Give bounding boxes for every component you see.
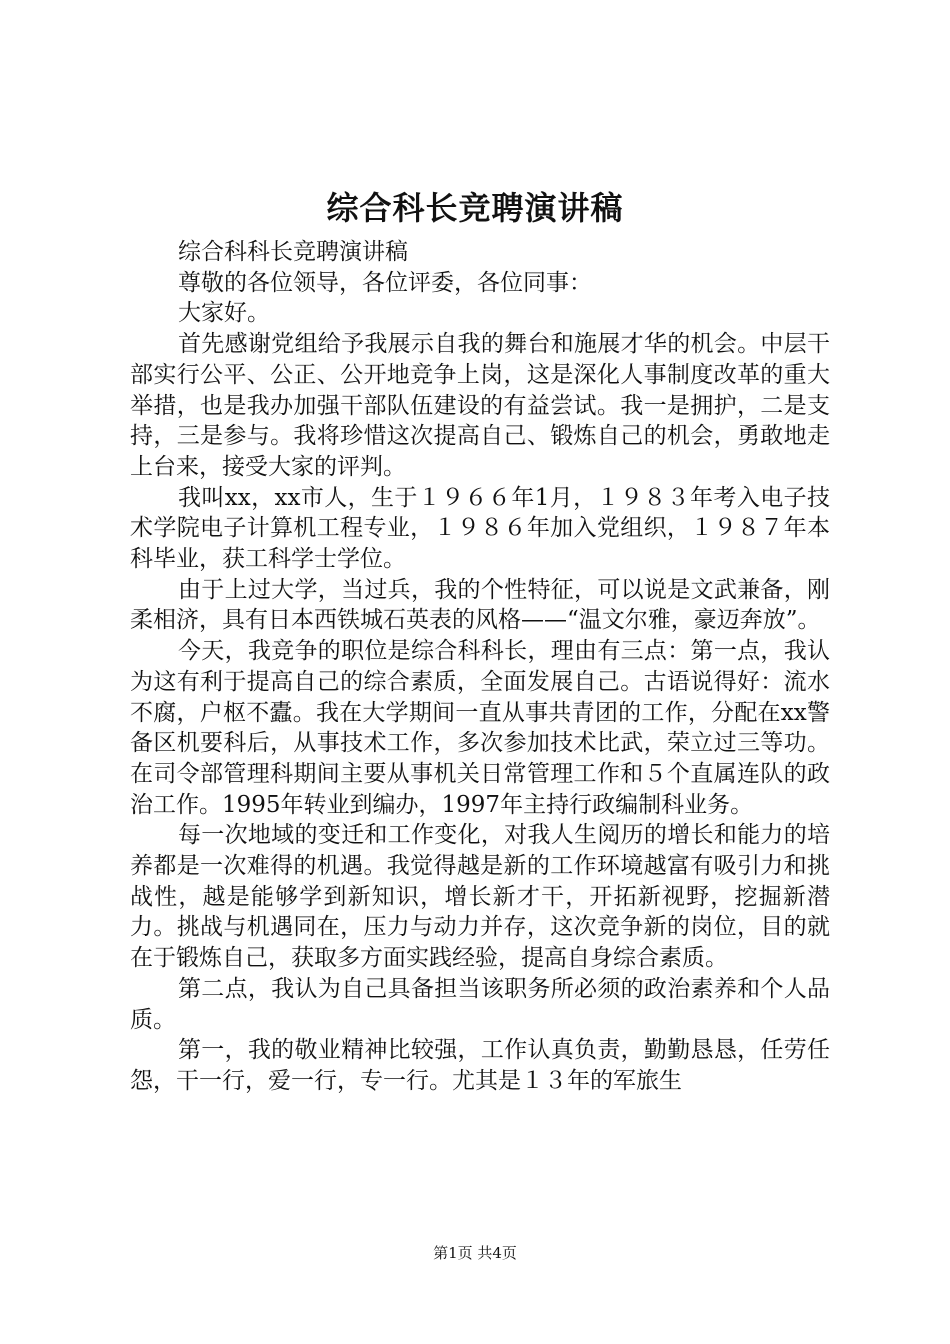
paragraph: 我叫xx，xx市人，生于１９６６年1月，１９８３年考入电子技术学院电子计算机工程专业，１９８６年加入党组织，１９８７年本科毕业，获工科学士学位。 — [130, 484, 830, 573]
paragraph: 由于上过大学，当过兵，我的个性特征，可以说是文武兼备，刚柔相济，具有日本西铁城石英表的风格——“温文尔雅，豪迈奔放”。 — [130, 576, 830, 634]
paragraph: 第一，我的敬业精神比较强，工作认真负责，勤勤恳恳，任劳任怨，干一行，爱一行，专一行。尤其是１３年的军旅生 — [130, 1037, 830, 1094]
page-footer: 第1页 共4页 — [433, 1244, 517, 1262]
document-body — [130, 237, 830, 1097]
document-title: 综合科长竞聘演讲稿 — [326, 189, 624, 227]
paragraph: 大家好。 — [178, 300, 270, 327]
paragraph: 尊敬的各位领导，各位评委，各位同事： — [178, 269, 592, 296]
paragraph: 综合科科长竞聘演讲稿 — [178, 239, 408, 265]
paragraph: 今天，我竞争的职位是综合科科长，理由有三点：第一点，我认为这有利于提高自己的综合素质，全面发展自己。古语说得好：流水不腐，户枢不蠹。我在大学期间一直从事共青团的工作，分配在xx警备区机要科后，从事技术工作，多次参加技术比武，荣立过三等功。在司令部管理科期间主要从事机关日常管理工作和５个直属连队的政治工作。1995年转业到编办，1997年主持行政编制科业务。 — [130, 638, 830, 818]
paragraph: 每一次地域的变迁和工作变化，对我人生阅历的增长和能力的培养都是一次难得的机遇。我觉得越是新的工作环境越富有吸引力和挑战性，越是能够学到新知识，增长新才干，开拓新视野，挖掘新潜力。挑战与机遇同在，压力与动力并存，这次竞争新的岗位，目的就在于锻炼自己，获取多方面实践经验，提高自身综合素质。 — [130, 822, 830, 972]
paragraph: 第二点，我认为自己具备担当该职务所必须的政治素养和个人品质。 — [130, 975, 830, 1033]
paragraph: 首先感谢党组给予我展示自我的舞台和施展才华的机会。中层干部实行公平、公正、公开地竞争上岗，这是深化人事制度改革的重大举措，也是我办加强干部队伍建设的有益尝试。我一是拥护，二是支持，三是参与。我将珍惜这次提高自己、锻炼自己的机会，勇敢地走上台来，接受大家的评判。 — [130, 331, 830, 480]
